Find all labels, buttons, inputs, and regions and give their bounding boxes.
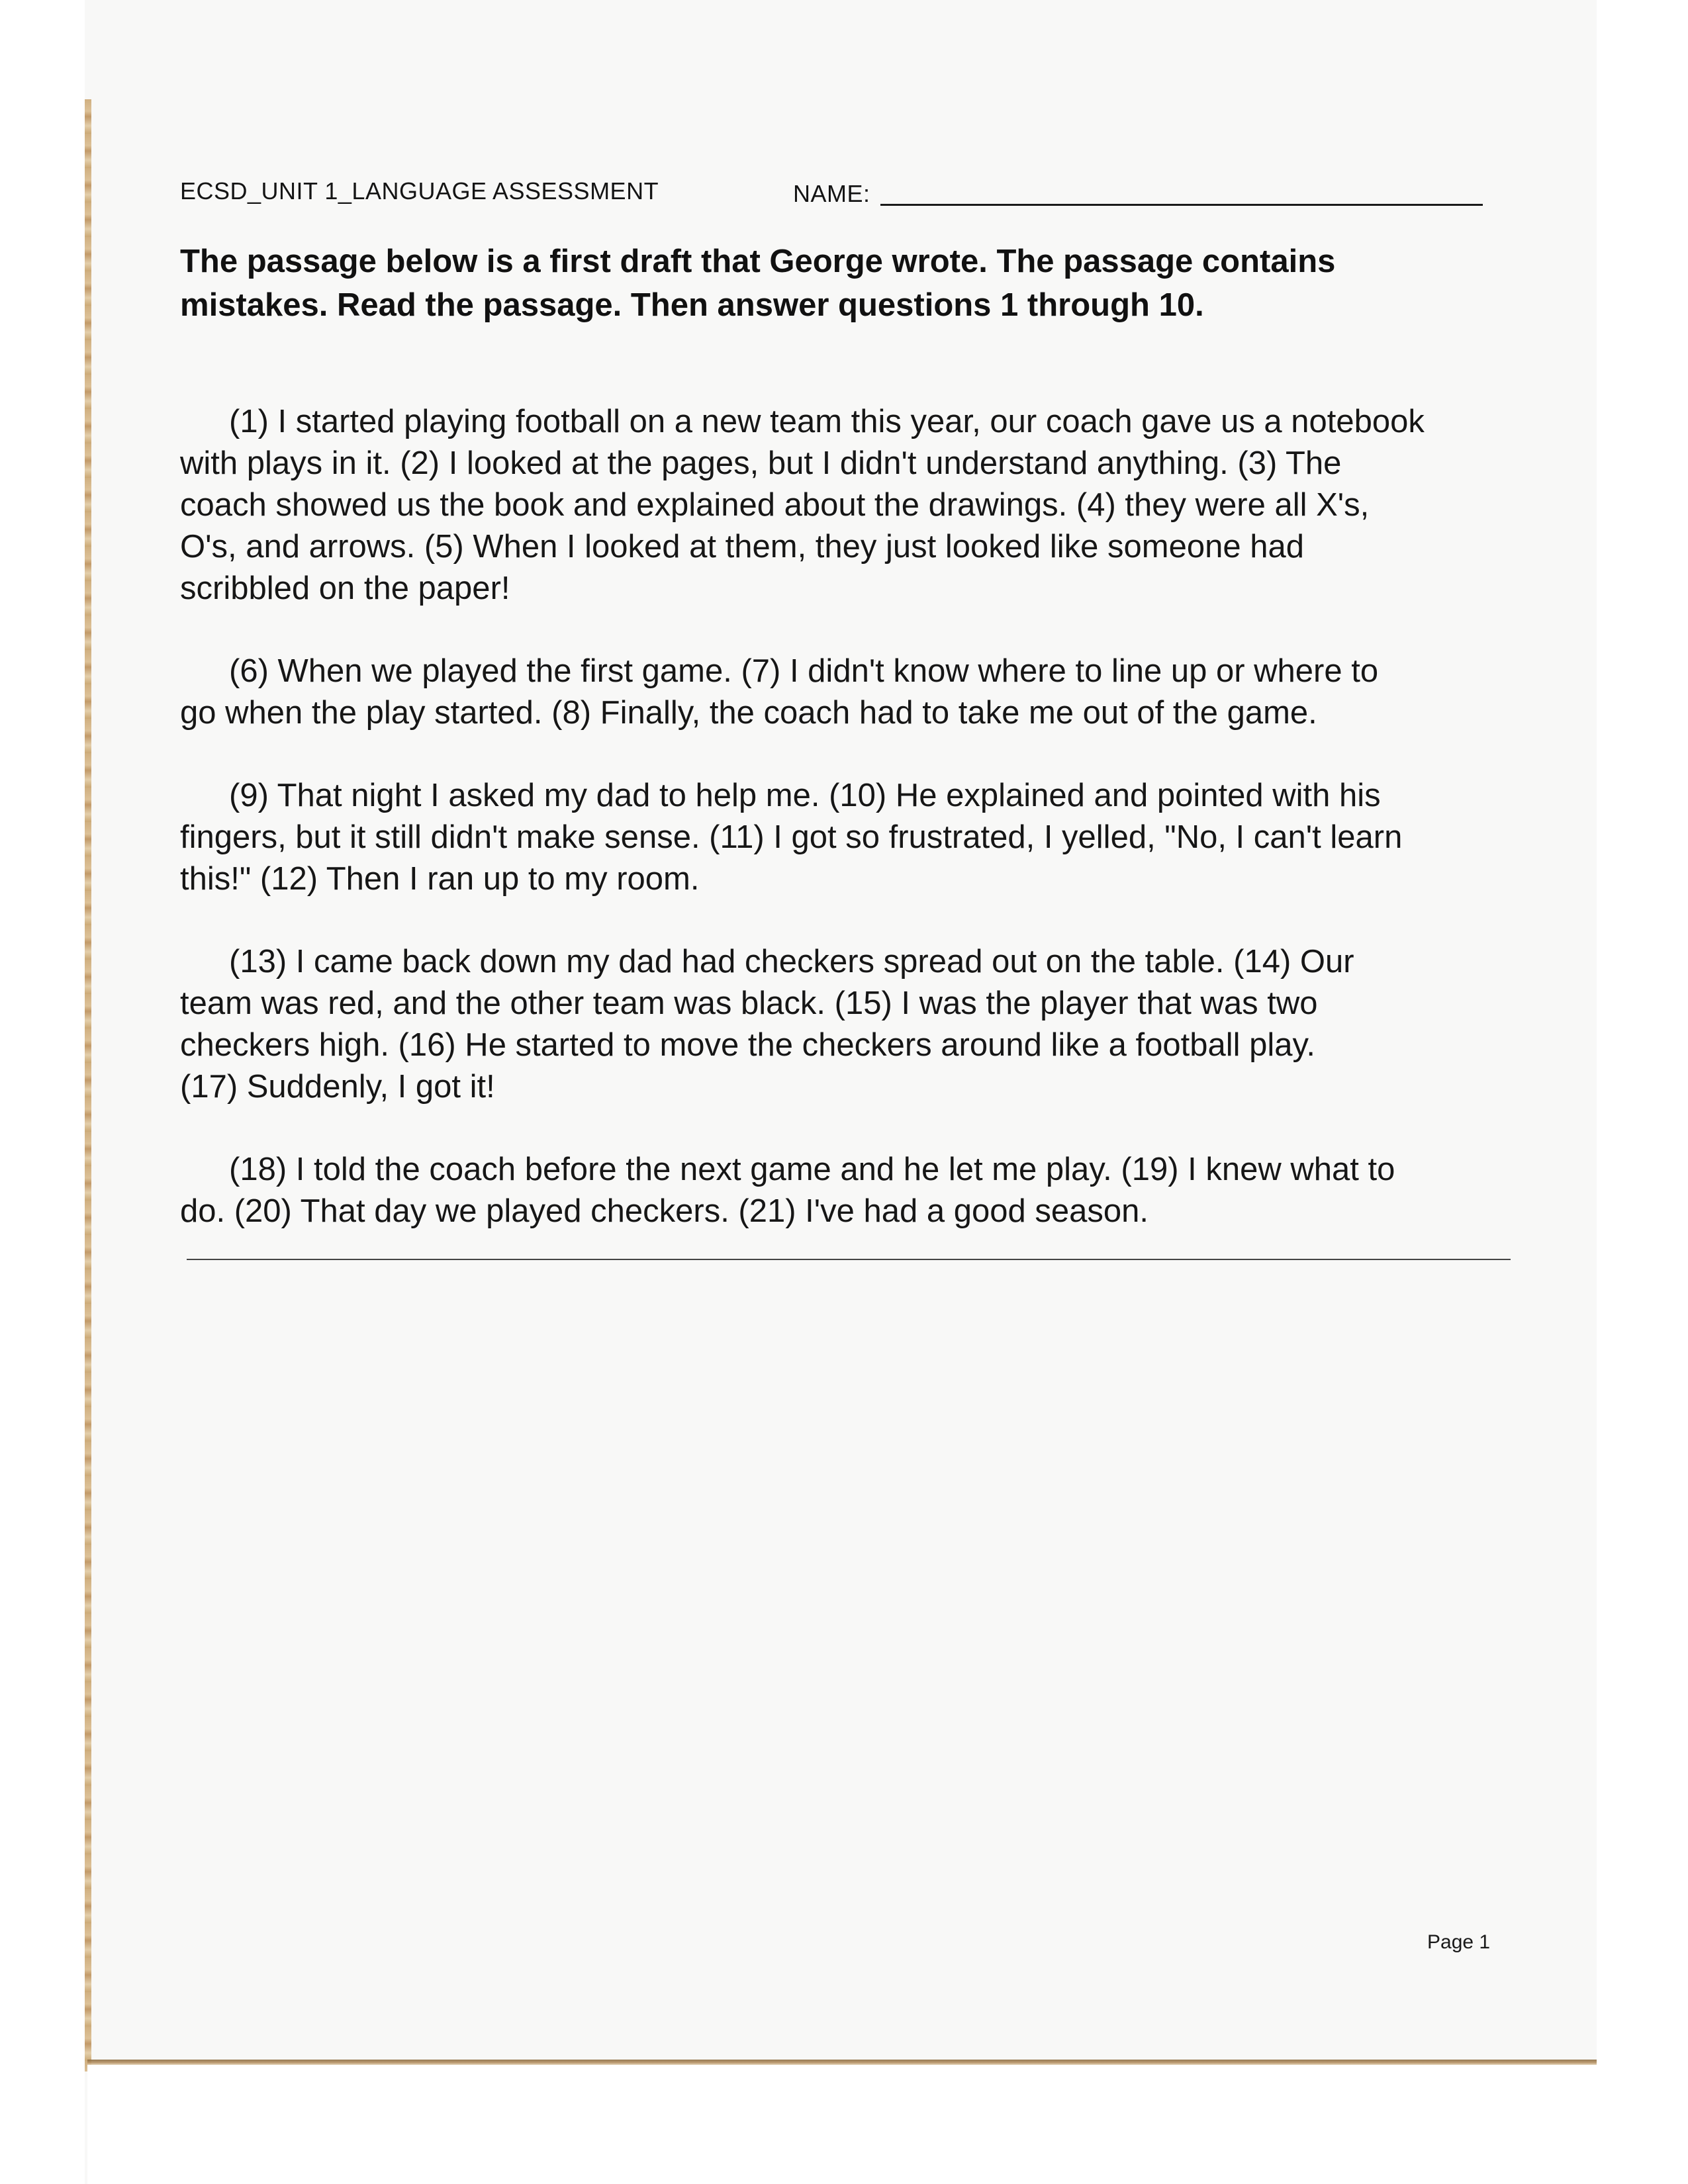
passage-end-divider <box>187 1259 1511 1260</box>
assessment-title: ECSD_UNIT 1_LANGUAGE ASSESSMENT <box>180 177 659 205</box>
passage-line: this!" (12) Then I ran up to my room. <box>180 861 700 897</box>
passage-paragraph <box>180 775 1524 900</box>
name-label: NAME: <box>793 180 870 207</box>
instructions <box>180 240 1504 327</box>
passage-line: with plays in it. (2) I looked at the pages, but I didn't understand anything. (3) The <box>180 445 1342 481</box>
instructions-line: mistakes. Read the passage. Then answer questions 1 through 10. <box>180 287 1204 323</box>
passage-line: go when the play started. (8) Finally, the coach had to take me out of the game. <box>180 695 1317 731</box>
passage-line: (9) That night I asked my dad to help me. (10) He explained and pointed with his <box>229 778 1381 813</box>
passage-line: coach showed us the book and explained about the drawings. (4) they were all X's, <box>180 487 1370 523</box>
page-number: Page 1 <box>1427 1931 1491 1953</box>
worksheet-header <box>180 177 1504 210</box>
passage-line: (6) When we played the first game. (7) I didn't know where to line up or where to <box>229 653 1379 689</box>
passage <box>180 401 1524 1273</box>
name-blank-line <box>880 204 1483 206</box>
passage-paragraph <box>180 941 1524 1108</box>
passage-line: do. (20) That day we played checkers. (21) I've had a good season. <box>180 1193 1149 1229</box>
scan-margin <box>0 0 85 2184</box>
scan-margin-bottom <box>87 2065 1597 2184</box>
passage-line: O's, and arrows. (5) When I looked at them, they just looked like someone had <box>180 529 1304 565</box>
passage-paragraph <box>180 651 1524 734</box>
passage-line: (13) I came back down my dad had checkers spread out on the table. (14) Our <box>229 944 1354 979</box>
passage-paragraph <box>180 401 1524 610</box>
scan-margin-right <box>1597 0 1688 2184</box>
passage-line: checkers high. (16) He started to move the checkers around like a football play. <box>180 1027 1315 1063</box>
passage-line: (1) I started playing football on a new team this year, our coach gave us a notebook <box>229 404 1425 439</box>
passage-line: (17) Suddenly, I got it! <box>180 1069 495 1105</box>
instructions-line: The passage below is a first draft that George wrote. The passage contains <box>180 244 1336 279</box>
passage-line: fingers, but it still didn't make sense. (11) I got so frustrated, I yelled, "No, I can't learn <box>180 819 1403 855</box>
passage-line: (18) I told the coach before the next game and he let me play. (19) I knew what to <box>229 1152 1395 1187</box>
paper-left-edge <box>85 99 91 2071</box>
paper-bottom-edge <box>87 2060 1597 2065</box>
passage-paragraph <box>180 1149 1524 1232</box>
passage-line: team was red, and the other team was black. (15) I was the player that was two <box>180 985 1318 1021</box>
passage-line: scribbled on the paper! <box>180 570 510 606</box>
